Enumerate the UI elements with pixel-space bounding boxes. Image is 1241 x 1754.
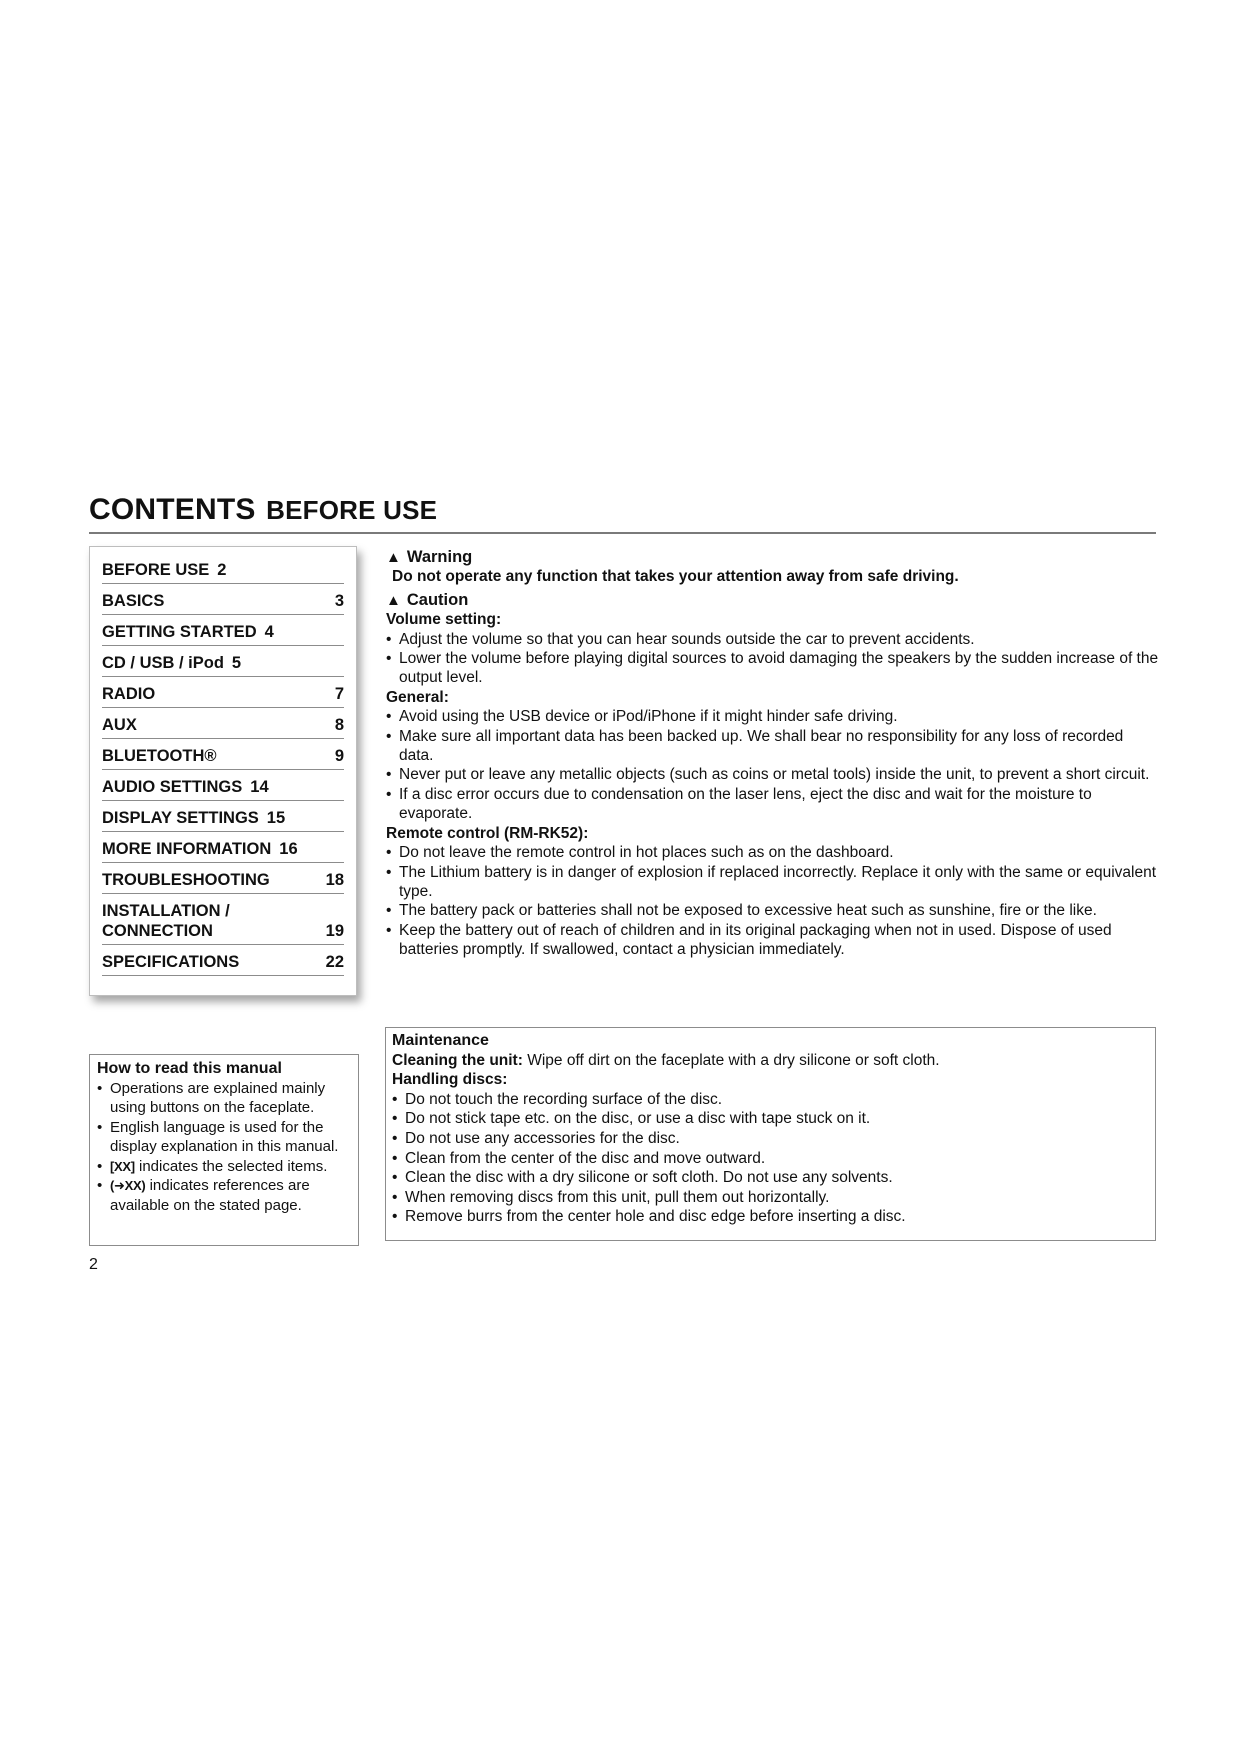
- list-item: • English language is used for the display explanation in this manual.: [97, 1118, 351, 1157]
- toc-label: AUX: [102, 716, 137, 734]
- toc-item-aux[interactable]: [102, 708, 344, 739]
- toc-item-display-settings[interactable]: [102, 801, 344, 832]
- table-of-contents: [89, 546, 357, 996]
- title-divider: [89, 532, 1156, 534]
- toc-label: RADIO: [102, 685, 156, 703]
- toc-page: 14: [250, 778, 269, 796]
- warning-triangle-icon: ▲: [386, 549, 401, 566]
- toc-item-before-use[interactable]: [102, 553, 344, 584]
- toc-page: 15: [266, 809, 286, 827]
- maintenance-title: Maintenance: [392, 1032, 489, 1049]
- warning-heading: ▲ Warning: [386, 548, 473, 566]
- toc-item-cd-usb-ipod[interactable]: [102, 646, 344, 677]
- list-item: • When removing discs from this unit, pull them out horizontally.: [392, 1188, 1149, 1208]
- list-item: • Do not use any accessories for the disc.: [392, 1129, 1149, 1149]
- volume-setting-list: [386, 630, 1161, 688]
- toc-page: 9: [334, 747, 344, 765]
- page-title-sub: BEFORE USE: [266, 495, 438, 525]
- remote-control-list: [386, 843, 1161, 959]
- toc-page: 4: [264, 623, 274, 641]
- toc-page: 22: [325, 953, 344, 971]
- toc-label: BASICS: [102, 592, 165, 610]
- toc-page: 19: [325, 922, 344, 940]
- how-to-read-list: [97, 1079, 351, 1216]
- caution-triangle-icon: ▲: [386, 591, 401, 609]
- toc-label: AUDIO SETTINGS: [102, 778, 243, 796]
- general-heading: General:: [386, 688, 449, 706]
- page-number: 2: [89, 1256, 98, 1273]
- toc-item-radio[interactable]: [102, 677, 344, 708]
- toc-item-audio-settings[interactable]: [102, 770, 344, 801]
- list-item: • The battery pack or batteries shall not be exposed to excessive heat such as sunshine, fire or the like.: [386, 901, 1161, 920]
- toc-item-bluetooth[interactable]: [102, 739, 344, 770]
- caution-heading: ▲ Caution: [386, 590, 469, 609]
- toc-label: TROUBLESHOOTING: [102, 871, 270, 889]
- toc-page: 5: [231, 654, 242, 672]
- list-item: • Adjust the volume so that you can hear sounds outside the car to prevent accidents.: [386, 630, 1161, 649]
- list-item: • Operations are explained mainly using buttons on the faceplate.: [97, 1079, 351, 1118]
- cleaning-unit-label: Cleaning the unit:: [392, 1051, 523, 1069]
- list-item: • The Lithium battery is in danger of explosion if replaced incorrectly. Replace it only with the same or equivalent type.: [386, 863, 1161, 902]
- selected-item-code: [XX]: [110, 1158, 135, 1174]
- toc-page: 8: [334, 716, 344, 734]
- list-item: • Clean the disc with a dry silicone or soft cloth. Do not use any solvents.: [392, 1168, 1149, 1188]
- toc-label: CD / USB / iPod: [102, 654, 224, 672]
- toc-item-installation-connection[interactable]: [102, 894, 344, 945]
- handling-discs-list: [392, 1090, 1149, 1227]
- handling-discs-heading: Handling discs:: [392, 1071, 508, 1089]
- list-item: • If a disc error occurs due to condensation on the laser lens, eject the disc and wait for the moisture to evaporate.: [386, 785, 1161, 824]
- toc-page: 16: [279, 840, 298, 858]
- list-item: • Keep the battery out of reach of children and in its original packaging when not in used. Dispose of used batteries promptly. If swallowed, contact a physician immediately.: [386, 921, 1161, 960]
- toc-item-specifications[interactable]: [102, 945, 344, 976]
- list-item: • Do not stick tape etc. on the disc, or use a disc with tape stuck on it.: [392, 1109, 1149, 1129]
- toc-label: MORE INFORMATION: [102, 840, 272, 858]
- toc-item-basics[interactable]: [102, 584, 344, 615]
- toc-page: 7: [334, 685, 344, 703]
- warning-text: Do not operate any function that takes your attention away from safe driving.: [392, 568, 959, 586]
- toc-page: 3: [334, 592, 344, 610]
- toc-item-more-information[interactable]: [102, 832, 344, 863]
- list-item: • Avoid using the USB device or iPod/iPhone if it might hinder safe driving.: [386, 707, 1161, 726]
- toc-item-troubleshooting[interactable]: [102, 863, 344, 894]
- list-item: • Clean from the center of the disc and move outward.: [392, 1149, 1149, 1169]
- toc-label-line2: CONNECTION: [102, 922, 213, 940]
- toc-page: 18: [325, 871, 344, 889]
- list-item: • (➜XX) indicates references are available on the stated page.: [97, 1176, 351, 1215]
- list-item: • Do not touch the recording surface of the disc.: [392, 1090, 1149, 1110]
- page-title: [89, 492, 437, 528]
- list-item: • [XX] indicates the selected items.: [97, 1157, 351, 1177]
- toc-label-line1: INSTALLATION /: [102, 902, 230, 920]
- toc-page: 2: [217, 561, 227, 579]
- toc-label: DISPLAY SETTINGS: [102, 809, 259, 827]
- list-item: • Lower the volume before playing digital sources to avoid damaging the speakers by the sudden increase of the output level.: [386, 649, 1161, 688]
- toc-label: BEFORE USE: [102, 561, 210, 579]
- list-item: • Never put or leave any metallic objects (such as coins or metal tools) inside the unit, to prevent a short circuit.: [386, 765, 1161, 784]
- cleaning-unit-line: Cleaning the unit: Wipe off dirt on the faceplate with a dry silicone or soft cloth.: [392, 1051, 940, 1069]
- toc-label: SPECIFICATIONS: [102, 953, 240, 971]
- toc-item-getting-started[interactable]: [102, 615, 344, 646]
- safety-section: [386, 548, 1161, 960]
- maintenance-box: [385, 1027, 1156, 1241]
- list-item: • Do not leave the remote control in hot places such as on the dashboard.: [386, 843, 1161, 862]
- how-to-read-box: [89, 1054, 359, 1246]
- toc-label: BLUETOOTH®: [102, 747, 217, 765]
- how-to-read-title: How to read this manual: [97, 1060, 282, 1077]
- page-title-main: CONTENTS: [89, 493, 256, 526]
- toc-label: GETTING STARTED: [102, 623, 257, 641]
- remote-control-heading: Remote control (RM-RK52):: [386, 824, 589, 842]
- volume-setting-heading: Volume setting:: [386, 611, 502, 629]
- general-list: [386, 707, 1161, 823]
- page-reference-code: (➜XX): [110, 1178, 146, 1193]
- list-item: • Remove burrs from the center hole and disc edge before inserting a disc.: [392, 1207, 1149, 1227]
- list-item: • Make sure all important data has been backed up. We shall bear no responsibility for any loss of recorded data.: [386, 727, 1161, 766]
